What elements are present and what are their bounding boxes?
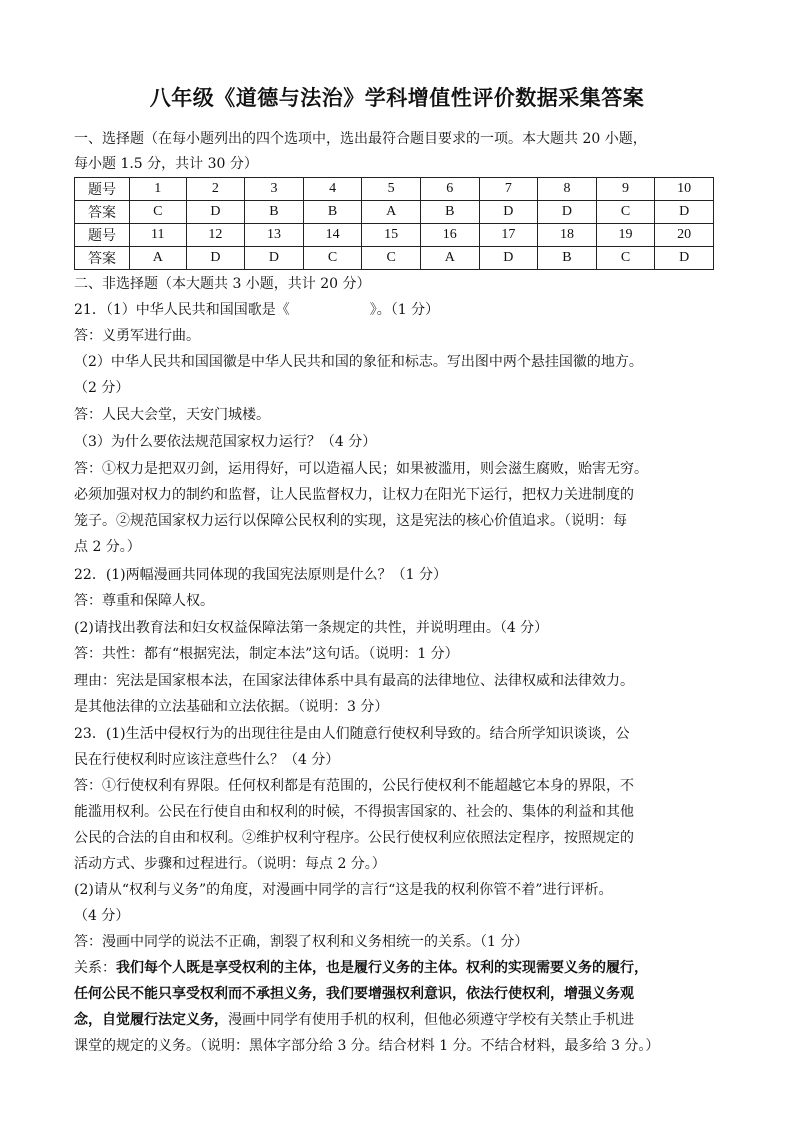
question-number-cell: 4 <box>303 178 362 201</box>
question-number-cell: 11 <box>130 224 187 247</box>
answer-cell: D <box>186 247 245 270</box>
answer-cell: A <box>130 247 187 270</box>
answer-cell: C <box>596 247 655 270</box>
table-row-numbers <box>75 178 714 201</box>
answer-cell: D <box>538 201 597 224</box>
a21-2: 答：人民大会堂，天安门城楼。 <box>74 407 270 423</box>
a21-3-line2: 必须加强对权力的制约和监督，让人民监督权力，让权力在阳光下运行，把权力关进制度的 <box>74 487 634 503</box>
answer-cell: B <box>245 201 304 224</box>
a22-2-line2: 理由：宪法是国家根本法，在国家法律体系中具有最高的法律地位、法律权威和法律效力。 <box>74 673 634 689</box>
answer-cell: D <box>186 201 245 224</box>
a23-2-line1: 答：漫画中同学的说法不正确，割裂了权利和义务相统一的关系。（1 分） <box>74 934 529 950</box>
page-title: 八年级《道德与法治》学科增值性评价数据采集答案 <box>149 85 645 110</box>
table-row-numbers <box>75 224 714 247</box>
a23-2-line4 <box>74 1007 734 1033</box>
a23-2-rest: 漫画中同学有使用手机的权利，但他必须遵守学校有关禁止手机进 <box>228 1012 634 1028</box>
a21-1: 答：义勇军进行曲。 <box>74 328 200 344</box>
q22-1: 22．(1)两幅漫画共同体现的我国宪法原则是什么？（1 分） <box>74 567 448 583</box>
answer-cell: A <box>420 247 479 270</box>
answer-table <box>74 177 714 270</box>
a23-1-line4: 活动方式、步骤和过程进行。（说明：每点 2 分。） <box>74 856 386 872</box>
section2-heading: 二、非选择题（本大题共 3 小题，共计 20 分） <box>74 276 371 292</box>
question-number-cell: 16 <box>420 224 479 247</box>
a23-1-line1: 答：①行使权利有界限。任何权利都是有范围的，公民行使权利不能超越它本身的界限，不 <box>74 778 634 794</box>
question-number-cell: 2 <box>186 178 245 201</box>
q23-1-line2: 民在行使权利时应该注意些什么？（4 分） <box>74 752 340 768</box>
answer-cell: B <box>538 247 597 270</box>
answer-cell: A <box>362 201 421 224</box>
a22-1: 答：尊重和保障人权。 <box>74 593 214 609</box>
q21-2-line2: （2 分） <box>74 380 130 396</box>
question-number-cell: 6 <box>420 178 479 201</box>
row-label-number: 题号 <box>75 178 130 201</box>
question-number-cell: 15 <box>362 224 421 247</box>
answer-cell: D <box>479 201 538 224</box>
a21-3-line3: 笼子。②规范国家权力运行以保障公民权利的实现，这是宪法的核心价值追求。（说明：每 <box>74 513 627 529</box>
answer-cell: D <box>655 247 714 270</box>
table-row-answers <box>75 201 714 224</box>
answer-cell: B <box>420 201 479 224</box>
a23-2-bold-2: 任何公民不能只享受权利而不承担义务，我们要增强权利意识，依法行使权利，增强义务观 <box>74 986 634 1002</box>
q23-1-line1: 23．(1)生活中侵权行为的出现往往是由人们随意行使权利导致的。结合所学知识谈谈，公 <box>74 726 630 742</box>
row-label-answer: 答案 <box>75 201 130 224</box>
question-number-cell: 9 <box>596 178 655 201</box>
table-row-answers <box>75 247 714 270</box>
question-number-cell: 1 <box>130 178 187 201</box>
answer-cell: C <box>303 247 362 270</box>
row-label-number: 题号 <box>75 224 130 247</box>
a21-3-line4: 点 2 分。） <box>74 539 141 555</box>
question-number-cell: 8 <box>538 178 597 201</box>
question-number-cell: 3 <box>245 178 304 201</box>
a23-1-line3: 公民的合法的自由和权利。②维护权利守程序。公民行使权利应依照法定程序，按照规定的 <box>74 830 634 846</box>
a22-2-line1: 答：共性：都有“根据宪法，制定本法”这句话。（说明：1 分） <box>74 646 459 662</box>
question-number-cell: 20 <box>655 224 714 247</box>
a23-2-line2 <box>74 955 734 981</box>
q21-1-end: 》。（1 分） <box>369 302 440 318</box>
question-number-cell: 10 <box>655 178 714 201</box>
answer-cell: C <box>362 247 421 270</box>
q21-1-text: 21．（1）中华人民共和国国歌是《 <box>74 302 290 318</box>
question-number-cell: 18 <box>538 224 597 247</box>
a23-2-bold-3: 念，自觉履行法定义务， <box>74 1012 228 1028</box>
answer-cell: D <box>655 201 714 224</box>
answer-cell: C <box>596 201 655 224</box>
a23-2-line5: 课堂的规定的义务。（说明：黑体字部分给 3 分。结合材料 1 分。不结合材料，最多给 3 分。） <box>74 1038 660 1054</box>
a23-2-prefix: 关系： <box>74 960 116 976</box>
q23-2-line1: (2)请从“权利与义务”的角度，对漫画中同学的言行“这是我的权利你管不着”进行评析。 <box>74 882 613 898</box>
question-number-cell: 5 <box>362 178 421 201</box>
answer-cell: D <box>479 247 538 270</box>
question-number-cell: 17 <box>479 224 538 247</box>
row-label-answer: 答案 <box>75 247 130 270</box>
section1-heading-line1: 一、选择题（在每小题列出的四个选项中，选出最符合题目要求的一项。本大题共 20 小题， <box>74 131 647 147</box>
answer-cell: B <box>303 201 362 224</box>
q21-3: （3）为什么要依法规范国家权力运行？（4 分） <box>74 434 377 450</box>
answer-cell: C <box>130 201 187 224</box>
q21-2-line1: （2）中华人民共和国国徽是中华人民共和国的象征和标志。写出图中两个悬挂国徽的地方。 <box>74 354 643 370</box>
a21-3-line1: 答：①权力是把双刃剑，运用得好，可以造福人民；如果被滥用，则会滋生腐败，贻害无穷。 <box>74 461 648 477</box>
q23-2-line2: （4 分） <box>74 908 130 924</box>
section1-heading-line2: 每小题 1.5 分，共计 30 分） <box>74 156 258 172</box>
q21-1 <box>74 297 734 323</box>
question-number-cell: 13 <box>245 224 304 247</box>
q22-2: (2)请找出教育法和妇女权益保障法第一条规定的共性，并说明理由。（4 分） <box>74 620 549 636</box>
a23-2-bold-1: 我们每个人既是享受权利的主体，也是履行义务的主体。权利的实现需要义务的履行， <box>116 960 648 976</box>
a22-2-line3: 是其他法律的立法基础和立法依据。（说明：3 分） <box>74 699 389 715</box>
question-number-cell: 7 <box>479 178 538 201</box>
question-number-cell: 12 <box>186 224 245 247</box>
question-number-cell: 14 <box>303 224 362 247</box>
answer-cell: D <box>245 247 304 270</box>
question-number-cell: 19 <box>596 224 655 247</box>
a23-1-line2: 能滥用权利。公民在行使自由和权利的时候，不得损害国家的、社会的、集体的利益和其他 <box>74 804 634 820</box>
